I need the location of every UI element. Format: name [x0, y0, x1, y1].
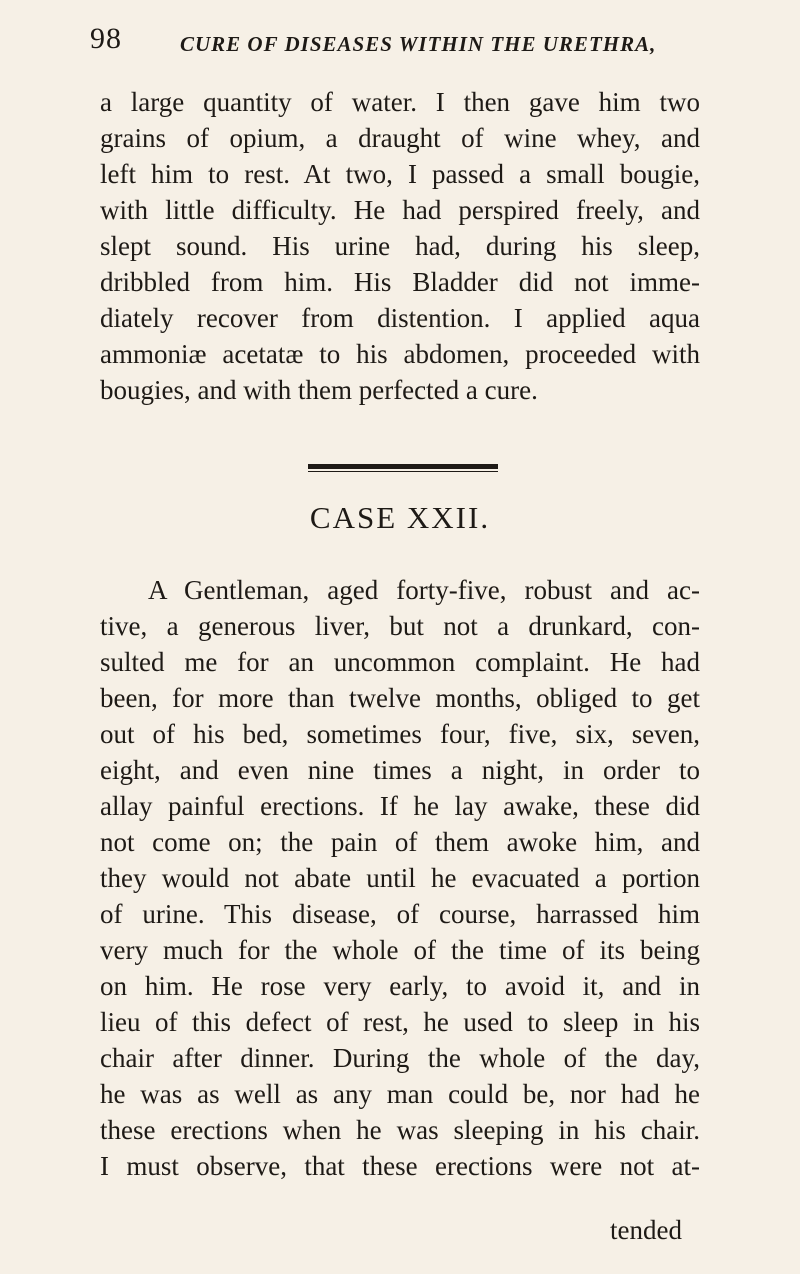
running-head: [90, 22, 720, 62]
text-line: out of his bed, sometimes four, five, six, seven,: [100, 719, 700, 749]
text-line: of urine. This disease, of course, harrassed him: [100, 899, 700, 929]
text-line: grains of opium, a draught of wine whey, and: [100, 123, 700, 153]
text-line: with little difficulty. He had perspired freely, and: [100, 195, 700, 225]
text-line: these erections when he was sleeping in his chair.: [100, 1115, 700, 1145]
text-line: they would not abate until he evacuated a portion: [100, 863, 700, 893]
text-line: he was as well as any man could be, nor had he: [100, 1079, 700, 1109]
text-line: been, for more than twelve months, obliged to get: [100, 683, 700, 713]
catchword: tended: [610, 1215, 682, 1245]
text-line: I must observe, that these erections were not at-: [100, 1151, 700, 1181]
text-line: slept sound. His urine had, during his sleep,: [100, 231, 700, 261]
text-line: ammoniæ acetatæ to his abdomen, proceeded with: [100, 339, 700, 369]
text-line: lieu of this defect of rest, he used to sleep in his: [100, 1007, 700, 1037]
running-title: CURE OF DISEASES WITHIN THE URETHRA,: [180, 32, 657, 56]
text-line: bougies, and with them perfected a cure.: [100, 375, 538, 405]
text-line: diately recover from distention. I applied aqua: [100, 303, 700, 333]
text-line: a large quantity of water. I then gave him two: [100, 87, 700, 117]
text-line: dribbled from him. His Bladder did not imme-: [100, 267, 700, 297]
text-line: chair after dinner. During the whole of the day,: [100, 1043, 700, 1073]
text-line: allay painful erections. If he lay awake, these did: [100, 791, 700, 821]
section-divider: [308, 464, 498, 472]
text-line: A Gentleman, aged forty-five, robust and ac-: [148, 575, 700, 605]
text-line: left him to rest. At two, I passed a small bougie,: [100, 159, 700, 189]
text-line: on him. He rose very early, to avoid it, and in: [100, 971, 700, 1001]
page-number: 98: [90, 22, 122, 55]
text-line: eight, and even nine times a night, in order to: [100, 755, 700, 785]
case-heading: CASE XXII.: [309, 500, 491, 535]
text-line: sulted me for an uncommon complaint. He had: [100, 647, 700, 677]
text-line: not come on; the pain of them awoke him, and: [100, 827, 700, 857]
text-line: very much for the whole of the time of its being: [100, 935, 700, 965]
text-line: tive, a generous liver, but not a drunkard, con-: [100, 611, 700, 641]
